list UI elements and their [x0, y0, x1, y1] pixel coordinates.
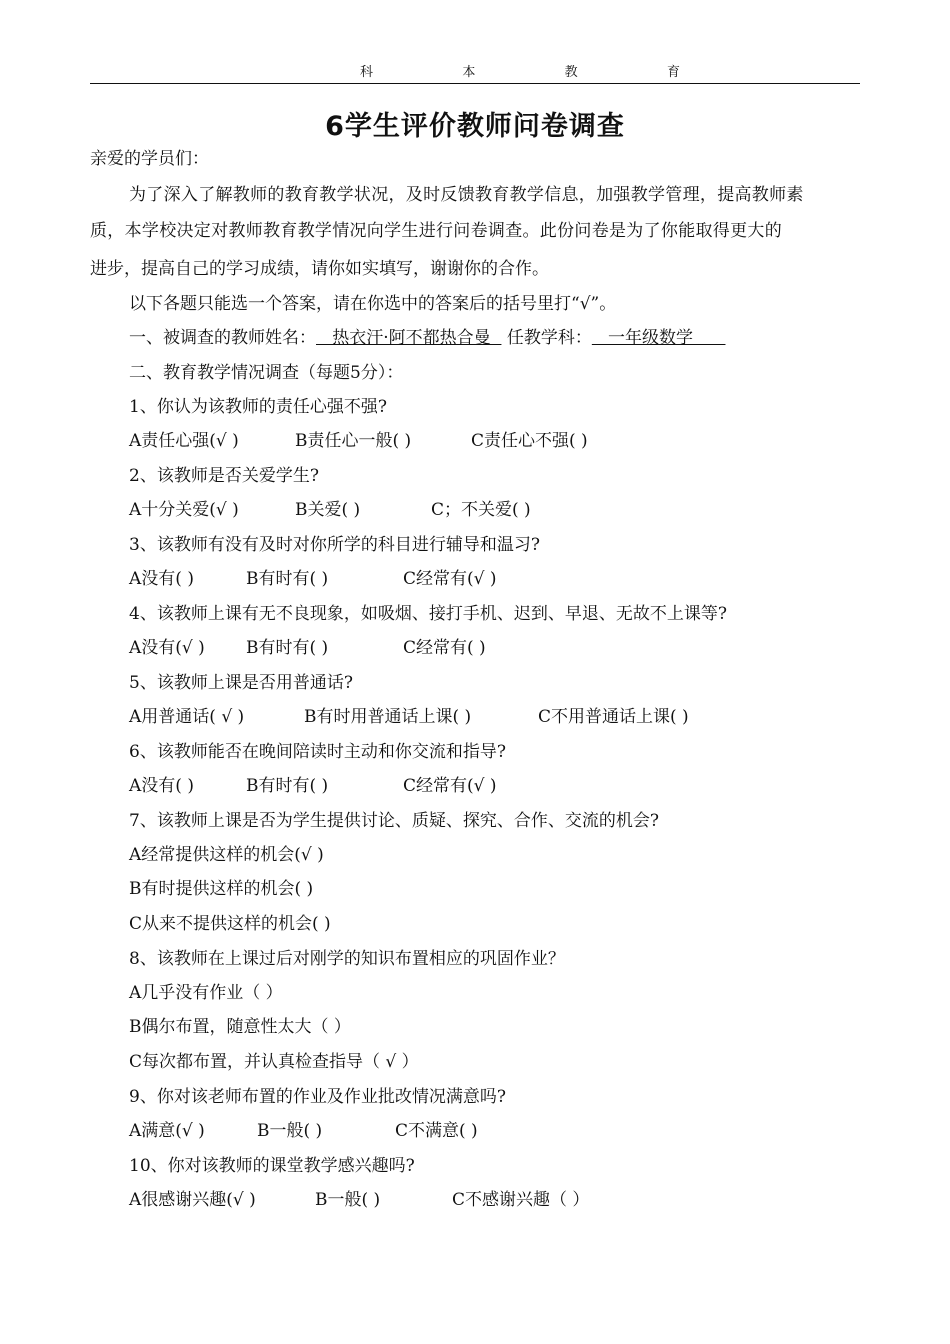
header-char: 科 [360, 65, 374, 80]
option-a: A没有( ) [129, 776, 194, 796]
answer-row [129, 429, 588, 453]
page-header [90, 62, 860, 84]
option-c: C不用普通话上课( ) [538, 707, 689, 727]
section2-label: 二、教育教学情况调查（每题5分）： [129, 363, 404, 383]
option-a: A没有(√ ) [129, 638, 205, 658]
question: 10、你对该教师的课堂教学感兴趣吗? [129, 1156, 415, 1176]
question: 4、该教师上课有无不良现象，如吸烟、接打手机、迟到、早退、无故不上课等? [129, 604, 727, 624]
option-a: A责任心强(√ ) [129, 431, 239, 451]
option-a: A十分关爱(√ ) [129, 500, 239, 520]
teacher-info [129, 326, 725, 350]
option-b: B责任心一般( ) [295, 431, 412, 451]
option-a: A没有( ) [129, 569, 194, 589]
option-b: B有时用普通话上课( ) [304, 707, 472, 727]
header-char: 教 [564, 65, 578, 80]
subject-label: 任教学科： [506, 328, 592, 348]
answer-row [129, 774, 497, 798]
option-c: C不满意( ) [395, 1121, 478, 1141]
intro-line: 为了深入了解教师的教育教学状况，及时反馈教育教学信息，加强教学管理，提高教师素 [129, 185, 804, 205]
teacher-name-value: 热衣汗·阿不都热合曼 [316, 328, 502, 348]
answer-row [129, 1119, 478, 1143]
answer-row [129, 567, 497, 591]
option-b: B有时提供这样的机会( ) [129, 879, 314, 899]
header-char: 育 [666, 65, 680, 80]
option-c: C经常有(√ ) [403, 776, 497, 796]
subject-value: 一年级数学 [591, 328, 726, 348]
answer-row [129, 1188, 589, 1212]
option-b: B有时有( ) [246, 776, 329, 796]
option-a: A很感谢兴趣(√ ) [129, 1190, 256, 1210]
question: 6、该教师能否在晚间陪读时主动和你交流和指导? [129, 742, 506, 762]
intro-line: 进步，提高自己的学习成绩，请你如实填写，谢谢你的合作。 [90, 259, 549, 279]
teacher-name-label: 一、被调查的教师姓名： [129, 328, 316, 348]
option-a: A几乎没有作业（ ） [129, 983, 283, 1003]
option-b: B关爱( ) [295, 500, 361, 520]
greeting: 亲爱的学员们： [90, 149, 209, 169]
document-title: 6学生评价教师问卷调查 [325, 111, 625, 142]
question: 7、该教师上课是否为学生提供讨论、质疑、探究、合作、交流的机会? [129, 811, 659, 831]
option-b: B一般( ) [315, 1190, 381, 1210]
answer-row [129, 705, 689, 729]
option-c: C责任心不强( ) [471, 431, 588, 451]
intro-line: 质，本学校决定对教师教育教学情况向学生进行问卷调查。此份问卷是为了你能取得更大的 [90, 221, 782, 241]
option-c: C；不关爱( ) [431, 500, 531, 520]
instruction: 以下各题只能选一个答案，请在你选中的答案后的括号里打“√”。 [129, 294, 617, 314]
question: 9、你对该老师布置的作业及作业批改情况满意吗? [129, 1087, 506, 1107]
option-b: B有时有( ) [246, 569, 329, 589]
option-a: A满意(√ ) [129, 1121, 205, 1141]
option-b: B有时有( ) [246, 638, 329, 658]
option-c: C经常有( ) [403, 638, 486, 658]
option-a: A经常提供这样的机会(√ ) [129, 845, 324, 865]
question: 8、该教师在上课过后对刚学的知识布置相应的巩固作业？ [129, 949, 565, 969]
option-c: C从来不提供这样的机会( ) [129, 914, 331, 934]
question: 3、该教师有没有及时对你所学的科目进行辅导和温习? [129, 535, 540, 555]
option-c: C经常有(√ ) [403, 569, 497, 589]
option-a: A用普通话( √ ) [129, 707, 245, 727]
option-b: B一般( ) [257, 1121, 323, 1141]
header-char: 本 [462, 65, 476, 80]
option-c: C每次都布置，并认真检查指导（ √ ） [129, 1052, 419, 1072]
option-c: C不感谢兴趣（ ） [452, 1190, 590, 1210]
question: 5、该教师上课是否用普通话? [129, 673, 353, 693]
option-b: B偶尔布置，随意性太大（ ） [129, 1017, 351, 1037]
question: 2、该教师是否关爱学生? [129, 466, 319, 486]
question: 1、你认为该教师的责任心强不强? [129, 397, 387, 417]
answer-row [129, 498, 531, 522]
answer-row [129, 636, 486, 660]
